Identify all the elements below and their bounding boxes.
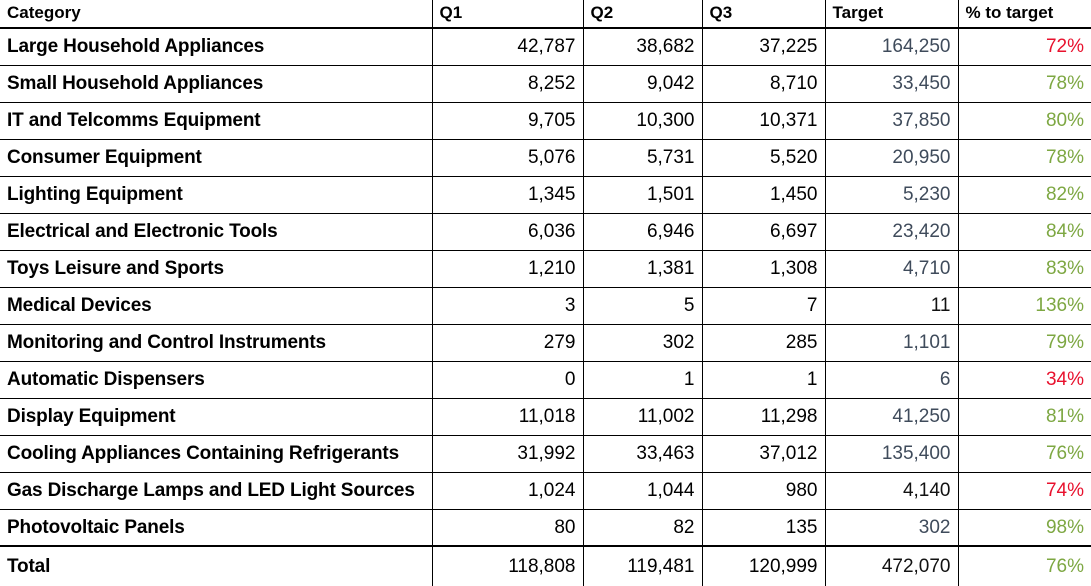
cell-q2[interactable]: 1,501 [583, 176, 702, 213]
cell-category[interactable]: Display Equipment [0, 398, 432, 435]
cell-q3[interactable]: 11,298 [702, 398, 825, 435]
column-header-category[interactable]: Category [0, 0, 432, 28]
cell-category[interactable]: Consumer Equipment [0, 139, 432, 176]
cell-pct-to-target[interactable]: 136% [958, 287, 1091, 324]
cell-category[interactable]: Automatic Dispensers [0, 361, 432, 398]
cell-pct-to-target[interactable]: 98% [958, 509, 1091, 546]
cell-q3[interactable]: 1,450 [702, 176, 825, 213]
cell-pct-to-target[interactable]: 78% [958, 139, 1091, 176]
cell-q1[interactable]: 42,787 [432, 28, 583, 65]
cell-category[interactable]: Small Household Appliances [0, 65, 432, 102]
table-row[interactable] [0, 398, 1091, 435]
table-row[interactable] [0, 287, 1091, 324]
cell-q3[interactable]: 8,710 [702, 65, 825, 102]
cell-target[interactable]: 33,450 [825, 65, 958, 102]
cell-pct-to-target[interactable]: 84% [958, 213, 1091, 250]
cell-category[interactable]: Lighting Equipment [0, 176, 432, 213]
table-row[interactable] [0, 324, 1091, 361]
cell-target[interactable]: 37,850 [825, 102, 958, 139]
cell-q3[interactable]: 10,371 [702, 102, 825, 139]
cell-q3[interactable]: 7 [702, 287, 825, 324]
cell-q2[interactable]: 302 [583, 324, 702, 361]
cell-pct-to-target[interactable]: 82% [958, 176, 1091, 213]
cell-q1[interactable]: 3 [432, 287, 583, 324]
cell-q1[interactable]: 0 [432, 361, 583, 398]
cell-q3[interactable]: 1,308 [702, 250, 825, 287]
cell-category[interactable]: Large Household Appliances [0, 28, 432, 65]
cell-q2[interactable]: 11,002 [583, 398, 702, 435]
cell-q2[interactable]: 33,463 [583, 435, 702, 472]
cell-q2[interactable]: 9,042 [583, 65, 702, 102]
cell-q2[interactable]: 1,381 [583, 250, 702, 287]
cell-q3[interactable]: 980 [702, 472, 825, 509]
cell-q3[interactable]: 1 [702, 361, 825, 398]
cell-q1[interactable]: 1,024 [432, 472, 583, 509]
cell-target[interactable]: 20,950 [825, 139, 958, 176]
cell-q1[interactable]: 1,345 [432, 176, 583, 213]
cell-q1[interactable]: 279 [432, 324, 583, 361]
cell-q2[interactable]: 119,481 [583, 546, 702, 586]
cell-target[interactable]: 41,250 [825, 398, 958, 435]
cell-q1[interactable]: 6,036 [432, 213, 583, 250]
cell-target[interactable]: 302 [825, 509, 958, 546]
cell-pct-to-target[interactable]: 76% [958, 435, 1091, 472]
cell-pct-to-target[interactable]: 79% [958, 324, 1091, 361]
cell-q1[interactable]: 11,018 [432, 398, 583, 435]
table-total-row[interactable] [0, 546, 1091, 586]
cell-pct-to-target[interactable]: 74% [958, 472, 1091, 509]
cell-target[interactable]: 135,400 [825, 435, 958, 472]
cell-q2[interactable]: 5 [583, 287, 702, 324]
table-row[interactable] [0, 139, 1091, 176]
cell-q2[interactable]: 1 [583, 361, 702, 398]
cell-q1[interactable]: 8,252 [432, 65, 583, 102]
table-body [0, 28, 1091, 546]
cell-q2[interactable]: 5,731 [583, 139, 702, 176]
cell-q2[interactable]: 1,044 [583, 472, 702, 509]
cell-q2[interactable]: 82 [583, 509, 702, 546]
cell-q2[interactable]: 10,300 [583, 102, 702, 139]
table-row[interactable] [0, 102, 1091, 139]
cell-pct-to-target[interactable]: 72% [958, 28, 1091, 65]
cell-category[interactable]: Electrical and Electronic Tools [0, 213, 432, 250]
cell-q3[interactable]: 5,520 [702, 139, 825, 176]
cell-q3[interactable]: 37,225 [702, 28, 825, 65]
cell-q1[interactable]: 118,808 [432, 546, 583, 586]
cell-target[interactable]: 5,230 [825, 176, 958, 213]
cell-pct-to-target[interactable]: 81% [958, 398, 1091, 435]
cell-q3[interactable]: 120,999 [702, 546, 825, 586]
cell-category[interactable]: IT and Telcomms Equipment [0, 102, 432, 139]
column-header-target[interactable]: Target [825, 0, 958, 28]
table-row[interactable] [0, 361, 1091, 398]
cell-category[interactable]: Medical Devices [0, 287, 432, 324]
cell-pct-to-target[interactable]: 80% [958, 102, 1091, 139]
cell-q3[interactable]: 285 [702, 324, 825, 361]
column-header-pct-to-target[interactable]: % to target [958, 0, 1091, 28]
cell-q1[interactable]: 31,992 [432, 435, 583, 472]
cell-q3[interactable]: 37,012 [702, 435, 825, 472]
table-row[interactable] [0, 509, 1091, 546]
cell-q1[interactable]: 9,705 [432, 102, 583, 139]
column-header-q1[interactable]: Q1 [432, 0, 583, 28]
column-header-q3[interactable]: Q3 [702, 0, 825, 28]
table-row[interactable] [0, 28, 1091, 65]
cell-target[interactable]: 164,250 [825, 28, 958, 65]
cell-q3[interactable]: 135 [702, 509, 825, 546]
cell-category[interactable]: Monitoring and Control Instruments [0, 324, 432, 361]
cell-target[interactable]: 23,420 [825, 213, 958, 250]
cell-target[interactable]: 6 [825, 361, 958, 398]
table-row[interactable] [0, 435, 1091, 472]
cell-q2[interactable]: 38,682 [583, 28, 702, 65]
cell-category[interactable]: Cooling Appliances Containing Refrigerants [0, 435, 432, 472]
cell-target[interactable]: 11 [825, 287, 958, 324]
table-row[interactable] [0, 213, 1091, 250]
cell-pct-to-target[interactable]: 76% [958, 546, 1091, 586]
table-row[interactable] [0, 250, 1091, 287]
cell-category[interactable]: Gas Discharge Lamps and LED Light Sources [0, 472, 432, 509]
table-row[interactable] [0, 472, 1091, 509]
cell-q2[interactable]: 6,946 [583, 213, 702, 250]
cell-q1[interactable]: 5,076 [432, 139, 583, 176]
cell-pct-to-target[interactable]: 83% [958, 250, 1091, 287]
table-row[interactable] [0, 176, 1091, 213]
cell-q3[interactable]: 6,697 [702, 213, 825, 250]
table-row[interactable] [0, 65, 1091, 102]
cell-q1[interactable]: 1,210 [432, 250, 583, 287]
cell-q1[interactable]: 80 [432, 509, 583, 546]
column-header-q2[interactable]: Q2 [583, 0, 702, 28]
cell-category[interactable]: Total [0, 546, 432, 586]
cell-category[interactable]: Toys Leisure and Sports [0, 250, 432, 287]
cell-pct-to-target[interactable]: 78% [958, 65, 1091, 102]
table-header [0, 0, 1091, 28]
cell-target[interactable]: 4,140 [825, 472, 958, 509]
cell-target[interactable]: 1,101 [825, 324, 958, 361]
table-footer [0, 546, 1091, 586]
cell-category[interactable]: Photovoltaic Panels [0, 509, 432, 546]
cell-pct-to-target[interactable]: 34% [958, 361, 1091, 398]
header-row [0, 0, 1091, 28]
cell-target[interactable]: 4,710 [825, 250, 958, 287]
cell-target[interactable]: 472,070 [825, 546, 958, 586]
